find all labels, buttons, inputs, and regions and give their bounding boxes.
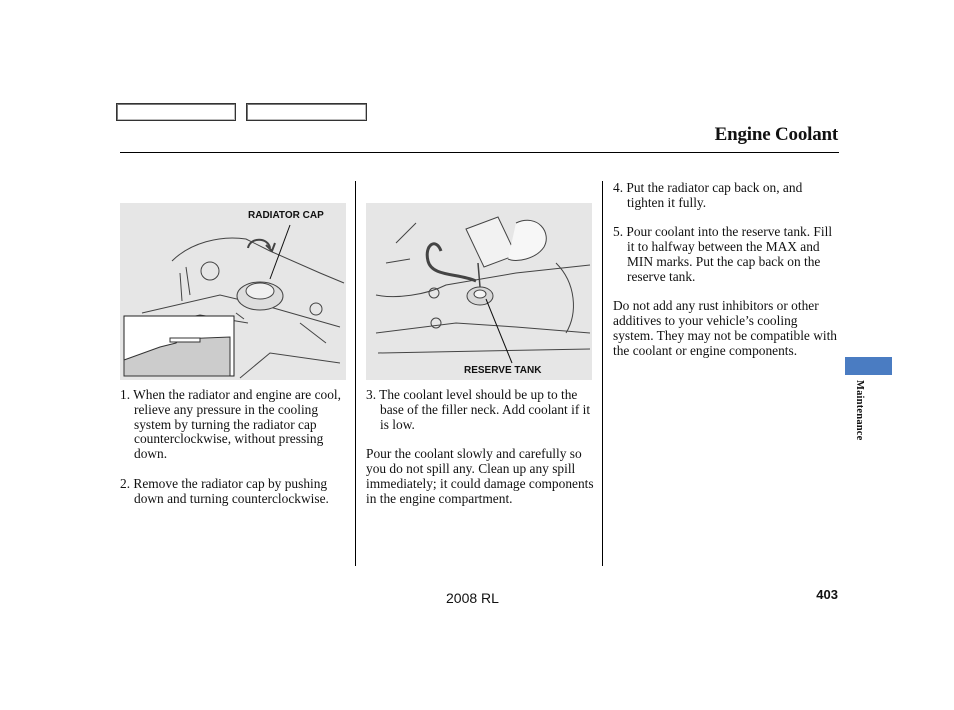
radiator-cap-figure [120,203,346,380]
column-2-text [366,388,594,521]
column-divider-1 [355,181,356,566]
page-number: 403 [816,587,838,602]
page-title: Engine Coolant [714,124,838,145]
step-1: 1. When the radiator and engine are cool, relieve any pressure in the cooling system by turning the radiator cap counterclockwise, without pressing down. [120,387,341,462]
radiator-cap-label: RADIATOR CAP [248,210,324,221]
column-3-text [613,181,841,373]
section-label: Maintenance [854,380,865,441]
step-2: 2. Remove the radiator cap by pushing down and turning counterclockwise. [120,475,329,506]
reserve-tank-illustration [366,203,592,380]
radiator-cap-illustration [120,203,346,380]
pour-slowly-paragraph: Pour the coolant slowly and carefully so you do not spill any. Clean up any spill immediately; it could damage components in the engine compartment. [366,446,594,506]
step-3: 3. The coolant level should be up to the base of the filler neck. Add coolant if it is low. [366,387,591,432]
step-4: 4. Put the radiator cap back on, and tighten it fully. [613,180,803,210]
section-tab[interactable] [845,357,892,375]
model-footer: 2008 RL [446,590,499,606]
reserve-tank-label: RESERVE TANK [464,365,542,376]
nav-button-index[interactable] [246,103,367,121]
column-divider-2 [602,181,603,566]
additives-warning-paragraph: Do not add any rust inhibitors or other additives to your vehicle’s cooling system. They may not be compatible with the coolant or engine components. [613,298,838,358]
step-5: 5. Pour coolant into the reserve tank. Fill it to halfway between the MAX and MIN marks. Put the cap back on the reserve tank. [613,224,833,284]
reserve-tank-figure [366,203,592,380]
title-rule [120,152,839,153]
nav-button-main-menu[interactable] [116,103,236,121]
column-1-text [120,388,346,521]
